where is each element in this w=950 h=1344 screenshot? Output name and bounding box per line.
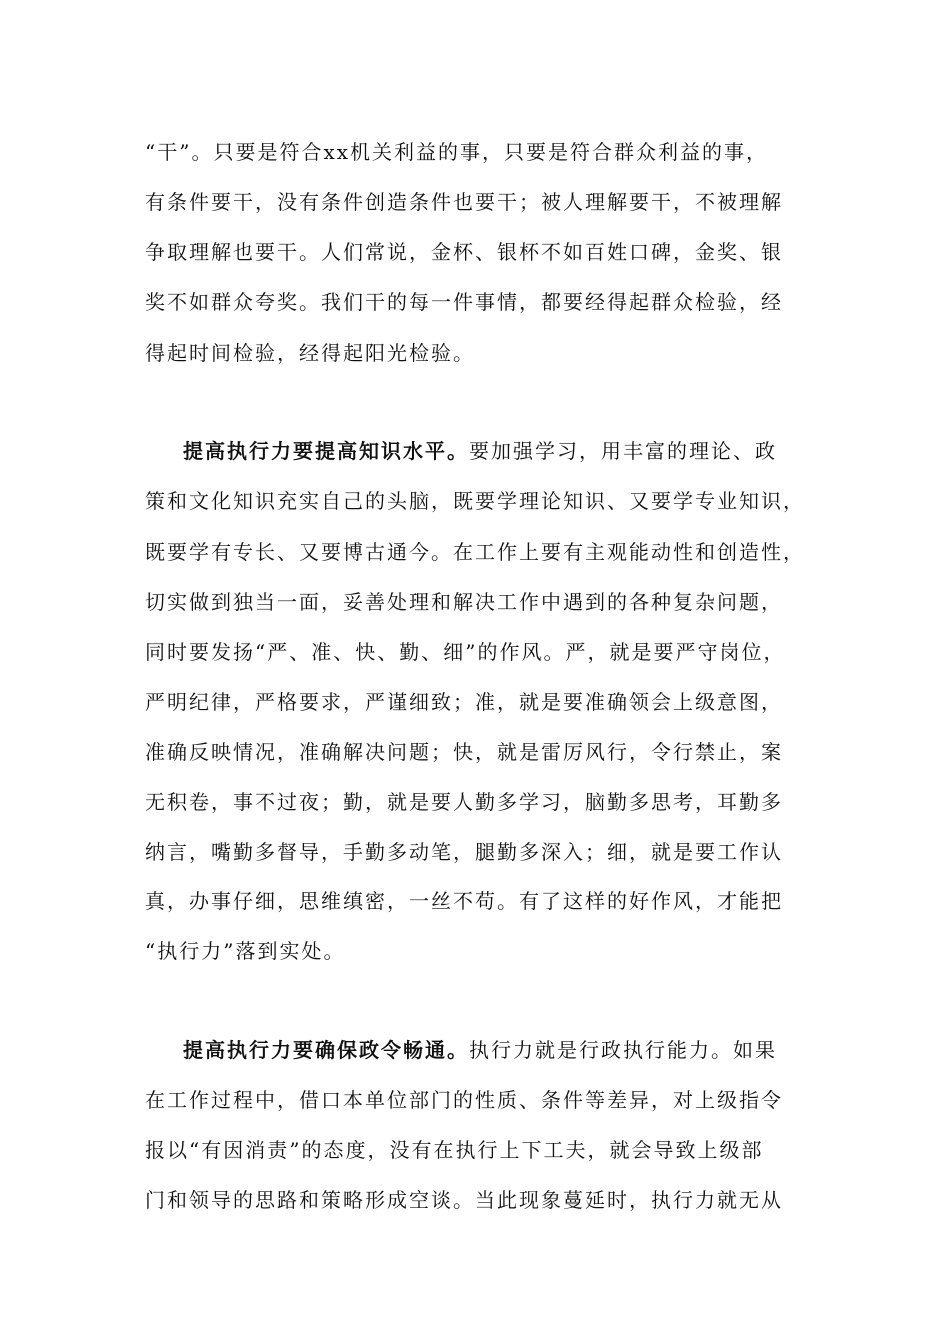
paragraph-3-heading: 提高执行力要确保政令畅通。 <box>183 1038 469 1062</box>
paragraph-3-line-4: 门和领导的思路和策略形成空谈。当此现象蔓延时，执行力就无从 <box>145 1188 783 1212</box>
paragraph-2-line-1 <box>183 439 777 463</box>
paragraph-2-line-2: 策和文化知识充实自己的头脑，既要学理论知识、又要学专业知识， <box>145 489 805 513</box>
paragraph-2-line-11: “执行力”落到实处。 <box>145 939 346 963</box>
paragraph-1-line-3: 争取理解也要干。人们常说，金杯、银杯不如百姓口碑，金奖、银 <box>145 240 783 264</box>
paragraph-2-first-line-text: 要加强学习，用丰富的理论、政 <box>469 439 777 463</box>
paragraph-1-line-5: 得起时间检验，经得起阳光检验。 <box>145 341 475 365</box>
paragraph-2-line-4: 切实做到独当一面，妥善处理和解决工作中遇到的各种复杂问题， <box>145 590 783 614</box>
paragraph-2-line-9: 纳言，嘴勤多督导，手勤多动笔，腿勤多深入；细，就是要工作认 <box>145 840 783 864</box>
paragraph-2-line-10: 真，办事仔细，思维缜密，一丝不苟。有了这样的好作风，才能把 <box>145 889 783 913</box>
paragraph-2-heading: 提高执行力要提高知识水平。 <box>183 439 469 463</box>
paragraph-2-line-6: 严明纪律，严格要求，严谨细致；准，就是要准确领会上级意图， <box>145 690 783 714</box>
paragraph-2-line-8: 无积卷，事不过夜；勤，就是要人勤多学习，脑勤多思考，耳勤多 <box>145 790 783 814</box>
paragraph-2-line-3: 既要学有专长、又要博古通今。在工作上要有主观能动性和创造性， <box>145 540 805 564</box>
paragraph-3-line-2: 在工作过程中，借口本单位部门的性质、条件等差异，对上级指令 <box>145 1088 783 1112</box>
paragraph-3-line-1 <box>183 1038 777 1062</box>
paragraph-1-line-2: 有条件要干，没有条件创造条件也要干；被人理解要干，不被理解 <box>145 190 783 214</box>
paragraph-3-first-line-text: 执行力就是行政执行能力。如果 <box>469 1038 777 1062</box>
paragraph-2-line-7: 准确反映情况，准确解决问题；快，就是雷厉风行，令行禁止，案 <box>145 740 783 764</box>
paragraph-1-line-1: “干”。只要是符合xx机关利益的事，只要是符合群众利益的事， <box>145 140 769 164</box>
paragraph-1-line-4: 奖不如群众夸奖。我们干的每一件事情，都要经得起群众检验，经 <box>145 290 783 314</box>
paragraph-3-line-3: 报以“有因消责”的态度，没有在执行上下工夫，就会导致上级部 <box>145 1138 764 1162</box>
paragraph-2-line-5: 同时要发扬“严、准、快、勤、细”的作风。严，就是要严守岗位， <box>145 640 786 664</box>
